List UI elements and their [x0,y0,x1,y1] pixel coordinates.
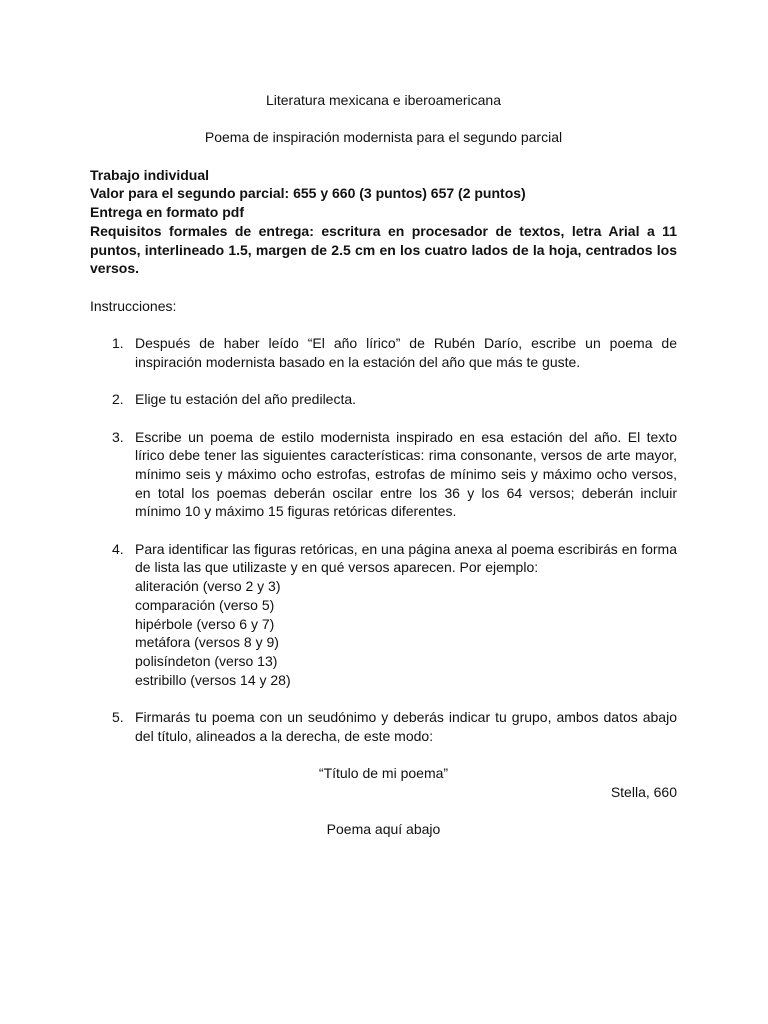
list-number: 5. [112,709,124,726]
example-figure: aliteración (verso 2 y 3) [135,578,281,595]
list-number: 2. [112,391,124,408]
list-number: 4. [112,540,124,557]
requirements-block [90,166,677,278]
sample-poem-title: “Título de mi poema” [318,765,449,782]
example-figure: polisíndeton (verso 13) [135,652,278,669]
example-figure: metáfora (versos 8 y 9) [135,634,279,651]
list-item [90,390,677,409]
list-item-text: Elige tu estación del año predilecta. [135,391,357,408]
sample-signature: Stella, 660 [610,783,677,800]
list-item-text: Después de haber leído “El año lírico” de Rubén Darío, escribe un poema de inspiración modernista basado en la estación del año que más te guste. [135,335,677,370]
work-type: Trabajo individual [90,166,210,183]
instructions-list [90,334,677,745]
list-item-text: Firmarás tu poema con un seudónimo y deberás indicar tu grupo, ambos datos abajo del título, alineados a la derecha, de este modo: [135,709,677,744]
list-number: 1. [112,335,124,352]
list-item [90,540,677,690]
example-figure: comparación (verso 5) [135,596,275,613]
list-item-text: Para identificar las figuras retóricas, en una página anexa al poema escribirás en forma de lista las que utilizaste y en qué versos aparecen. Por ejemplo: [135,540,677,576]
course-title: Literatura mexicana e iberoamericana [265,92,501,108]
delivery-format: Entrega en formato pdf [90,204,245,221]
document-page [90,91,677,839]
assignment-title: Poema de inspiración modernista para el segundo parcial [204,129,563,146]
list-item-text: Escribe un poema de estilo modernista inspirado en esa estación del año. El texto lírico debe tener las siguientes características: rima consonante, versos de arte mayor, mínimo seis y máximo ocho estrofas, estrofas de mínimo seis y máximo ocho versos, en total los poemas deberán oscilar entre los 36 y los 64 versos; deberán incluir mínimo 10 y máximo 15 figuras retóricas diferentes. [135,428,677,520]
example-figure: hipérbole (verso 6 y 7) [135,615,275,632]
example-figure: estribillo (versos 14 y 28) [135,671,291,688]
poem-placeholder: Poema aquí abajo [326,821,441,838]
list-item [90,428,677,522]
list-item [90,334,677,371]
formal-requirements: Requisitos formales de entrega: escritura en procesador de textos, letra Arial a 11 puntos, interlineado 1.5, margen de 2.5 cm en los cuatro lados de la hoja, centrados los versos. [90,222,677,277]
instructions-label: Instrucciones: [90,297,177,314]
list-item [90,708,677,745]
grade-value: Valor para el segundo parcial: 655 y 660 (3 puntos) 657 (2 puntos) [90,185,526,202]
list-number: 3. [112,428,124,445]
